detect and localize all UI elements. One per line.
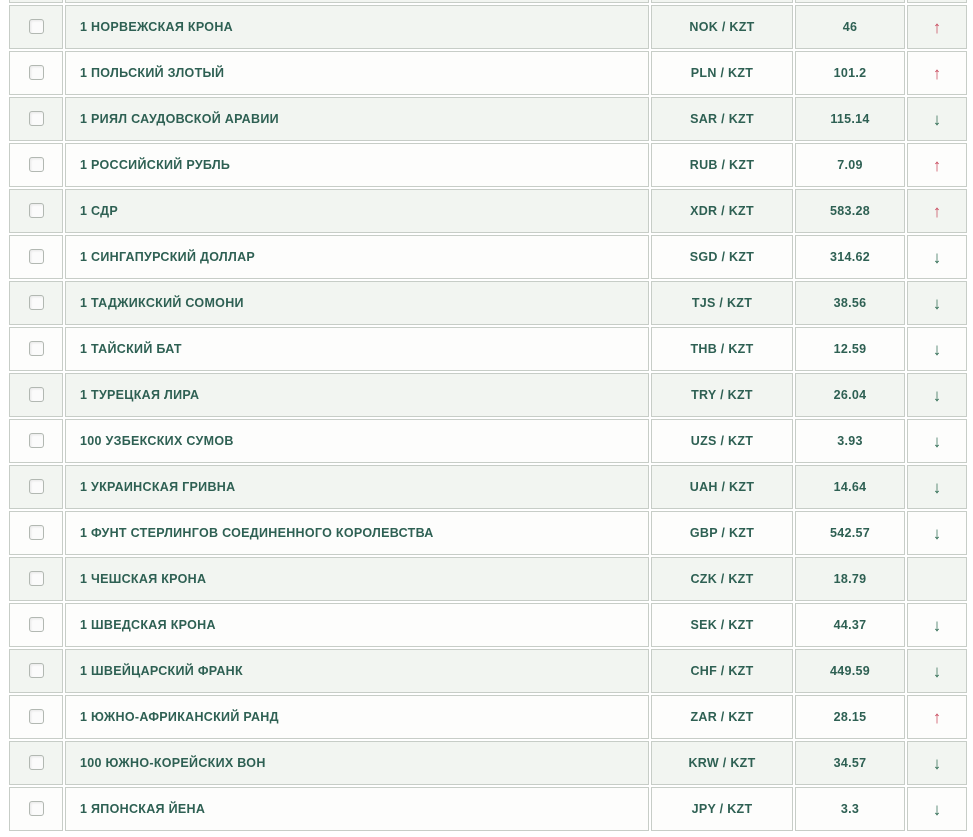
- trend-arrow-icon: ↓: [907, 97, 967, 141]
- currency-name: 100 ЮЖНО-КОРЕЙСКИХ ВОН: [65, 741, 649, 785]
- trend-arrow-icon: ↓: [907, 235, 967, 279]
- rate-value: 314.62: [795, 235, 905, 279]
- currency-name: 1 ТАЙСКИЙ БАТ: [65, 327, 649, 371]
- currency-pair: SAR / KZT: [651, 97, 793, 141]
- currency-row: [9, 235, 967, 279]
- rate-value: 3.3: [795, 787, 905, 831]
- rate-value: 12.59: [795, 327, 905, 371]
- row-checkbox[interactable]: [29, 295, 44, 310]
- trend-arrow-icon: ↓: [907, 649, 967, 693]
- row-select-cell: [9, 787, 63, 831]
- currency-pair: TJS / KZT: [651, 281, 793, 325]
- trend-arrow-icon: ↑: [907, 51, 967, 95]
- currency-name: 1 ТУРЕЦКАЯ ЛИРА: [65, 373, 649, 417]
- currency-name: 1 ЧЕШСКАЯ КРОНА: [65, 557, 649, 601]
- row-select-cell: [9, 5, 63, 49]
- row-select-cell: [9, 327, 63, 371]
- rate-value: 44.37: [795, 603, 905, 647]
- currency-row: [9, 51, 967, 95]
- trend-arrow-icon: [907, 557, 967, 601]
- row-checkbox[interactable]: [29, 479, 44, 494]
- row-select-cell: [9, 281, 63, 325]
- currency-name: 1 СИНГАПУРСКИЙ ДОЛЛАР: [65, 235, 649, 279]
- currency-row: [9, 281, 967, 325]
- row-select-cell: [9, 373, 63, 417]
- row-checkbox[interactable]: [29, 19, 44, 34]
- currency-row: [9, 741, 967, 785]
- partial-row-top: [9, 0, 967, 3]
- currency-pair: SGD / KZT: [651, 235, 793, 279]
- currency-name: 1 НОРВЕЖСКАЯ КРОНА: [65, 5, 649, 49]
- trend-arrow-icon: ↓: [907, 465, 967, 509]
- currency-row: [9, 373, 967, 417]
- currency-name: 1 ПОЛЬСКИЙ ЗЛОТЫЙ: [65, 51, 649, 95]
- currency-name: 1 ШВЕЙЦАРСКИЙ ФРАНК: [65, 649, 649, 693]
- currency-pair: ZAR / KZT: [651, 695, 793, 739]
- currency-row: [9, 511, 967, 555]
- row-checkbox[interactable]: [29, 525, 44, 540]
- row-checkbox[interactable]: [29, 571, 44, 586]
- rate-value: 26.04: [795, 373, 905, 417]
- rate-value: 18.79: [795, 557, 905, 601]
- row-select-cell: [9, 649, 63, 693]
- currency-row: [9, 97, 967, 141]
- row-select-cell: [9, 0, 63, 3]
- currency-rates-table: [7, 0, 969, 833]
- currency-name: 1 ЯПОНСКАЯ ЙЕНА: [65, 787, 649, 831]
- row-checkbox[interactable]: [29, 203, 44, 218]
- currency-row: [9, 787, 967, 831]
- currency-pair: RUB / KZT: [651, 143, 793, 187]
- row-checkbox[interactable]: [29, 709, 44, 724]
- trend-arrow-icon: ↑: [907, 5, 967, 49]
- row-checkbox[interactable]: [29, 433, 44, 448]
- rate-value-cell: [795, 0, 905, 3]
- rate-value: 28.15: [795, 695, 905, 739]
- row-checkbox[interactable]: [29, 65, 44, 80]
- currency-pair: KRW / KZT: [651, 741, 793, 785]
- rate-value: 34.57: [795, 741, 905, 785]
- trend-arrow-icon: ↓: [907, 281, 967, 325]
- row-select-cell: [9, 143, 63, 187]
- rate-value: 542.57: [795, 511, 905, 555]
- trend-cell: [907, 0, 967, 3]
- currency-row: [9, 189, 967, 233]
- currency-row: [9, 603, 967, 647]
- currency-row: [9, 465, 967, 509]
- currency-name-cell: [65, 0, 649, 3]
- currency-name: 100 УЗБЕКСКИХ СУМОВ: [65, 419, 649, 463]
- currency-pair: UZS / KZT: [651, 419, 793, 463]
- currency-row: [9, 5, 967, 49]
- row-select-cell: [9, 741, 63, 785]
- currency-row: [9, 557, 967, 601]
- row-checkbox[interactable]: [29, 663, 44, 678]
- currency-row: [9, 327, 967, 371]
- rate-value: 7.09: [795, 143, 905, 187]
- row-select-cell: [9, 511, 63, 555]
- trend-arrow-icon: ↓: [907, 787, 967, 831]
- currency-pair: JPY / KZT: [651, 787, 793, 831]
- rate-value: 46: [795, 5, 905, 49]
- currency-pair: THB / KZT: [651, 327, 793, 371]
- currency-pair: CHF / KZT: [651, 649, 793, 693]
- row-checkbox[interactable]: [29, 157, 44, 172]
- rate-value: 14.64: [795, 465, 905, 509]
- currency-name: 1 ЮЖНО-АФРИКАНСКИЙ РАНД: [65, 695, 649, 739]
- trend-arrow-icon: ↓: [907, 419, 967, 463]
- currency-name: 1 ШВЕДСКАЯ КРОНА: [65, 603, 649, 647]
- trend-arrow-icon: ↓: [907, 327, 967, 371]
- currency-name: 1 ФУНТ СТЕРЛИНГОВ СОЕДИНЕННОГО КОРОЛЕВСТВА: [65, 511, 649, 555]
- row-select-cell: [9, 419, 63, 463]
- row-checkbox[interactable]: [29, 617, 44, 632]
- row-select-cell: [9, 51, 63, 95]
- row-select-cell: [9, 97, 63, 141]
- row-checkbox[interactable]: [29, 249, 44, 264]
- currency-name: 1 УКРАИНСКАЯ ГРИВНА: [65, 465, 649, 509]
- currency-pair: UAH / KZT: [651, 465, 793, 509]
- row-select-cell: [9, 557, 63, 601]
- trend-arrow-icon: ↑: [907, 695, 967, 739]
- row-checkbox[interactable]: [29, 755, 44, 770]
- trend-arrow-icon: ↓: [907, 603, 967, 647]
- currency-pair: SEK / KZT: [651, 603, 793, 647]
- currency-pair: XDR / KZT: [651, 189, 793, 233]
- currency-pair: PLN / KZT: [651, 51, 793, 95]
- trend-arrow-icon: ↓: [907, 741, 967, 785]
- currency-row: [9, 695, 967, 739]
- currency-name: 1 РИЯЛ САУДОВСКОЙ АРАВИИ: [65, 97, 649, 141]
- trend-arrow-icon: ↑: [907, 143, 967, 187]
- rate-value: 115.14: [795, 97, 905, 141]
- rate-value: 3.93: [795, 419, 905, 463]
- trend-arrow-icon: ↓: [907, 511, 967, 555]
- row-select-cell: [9, 235, 63, 279]
- currency-pair: TRY / KZT: [651, 373, 793, 417]
- row-checkbox[interactable]: [29, 111, 44, 126]
- rate-value: 449.59: [795, 649, 905, 693]
- currency-name: 1 ТАДЖИКСКИЙ СОМОНИ: [65, 281, 649, 325]
- trend-arrow-icon: ↑: [907, 189, 967, 233]
- currency-row: [9, 419, 967, 463]
- currency-pair: NOK / KZT: [651, 5, 793, 49]
- row-select-cell: [9, 189, 63, 233]
- row-checkbox[interactable]: [29, 801, 44, 816]
- row-checkbox[interactable]: [29, 341, 44, 356]
- currency-name: 1 РОССИЙСКИЙ РУБЛЬ: [65, 143, 649, 187]
- currency-row: [9, 649, 967, 693]
- currency-pair: CZK / KZT: [651, 557, 793, 601]
- currency-row: [9, 143, 967, 187]
- trend-arrow-icon: ↓: [907, 373, 967, 417]
- rate-value: 38.56: [795, 281, 905, 325]
- rate-value: 101.2: [795, 51, 905, 95]
- currency-pair: GBP / KZT: [651, 511, 793, 555]
- currency-pair-cell: [651, 0, 793, 3]
- row-checkbox[interactable]: [29, 387, 44, 402]
- row-select-cell: [9, 603, 63, 647]
- row-select-cell: [9, 465, 63, 509]
- row-select-cell: [9, 695, 63, 739]
- currency-name: 1 СДР: [65, 189, 649, 233]
- rate-value: 583.28: [795, 189, 905, 233]
